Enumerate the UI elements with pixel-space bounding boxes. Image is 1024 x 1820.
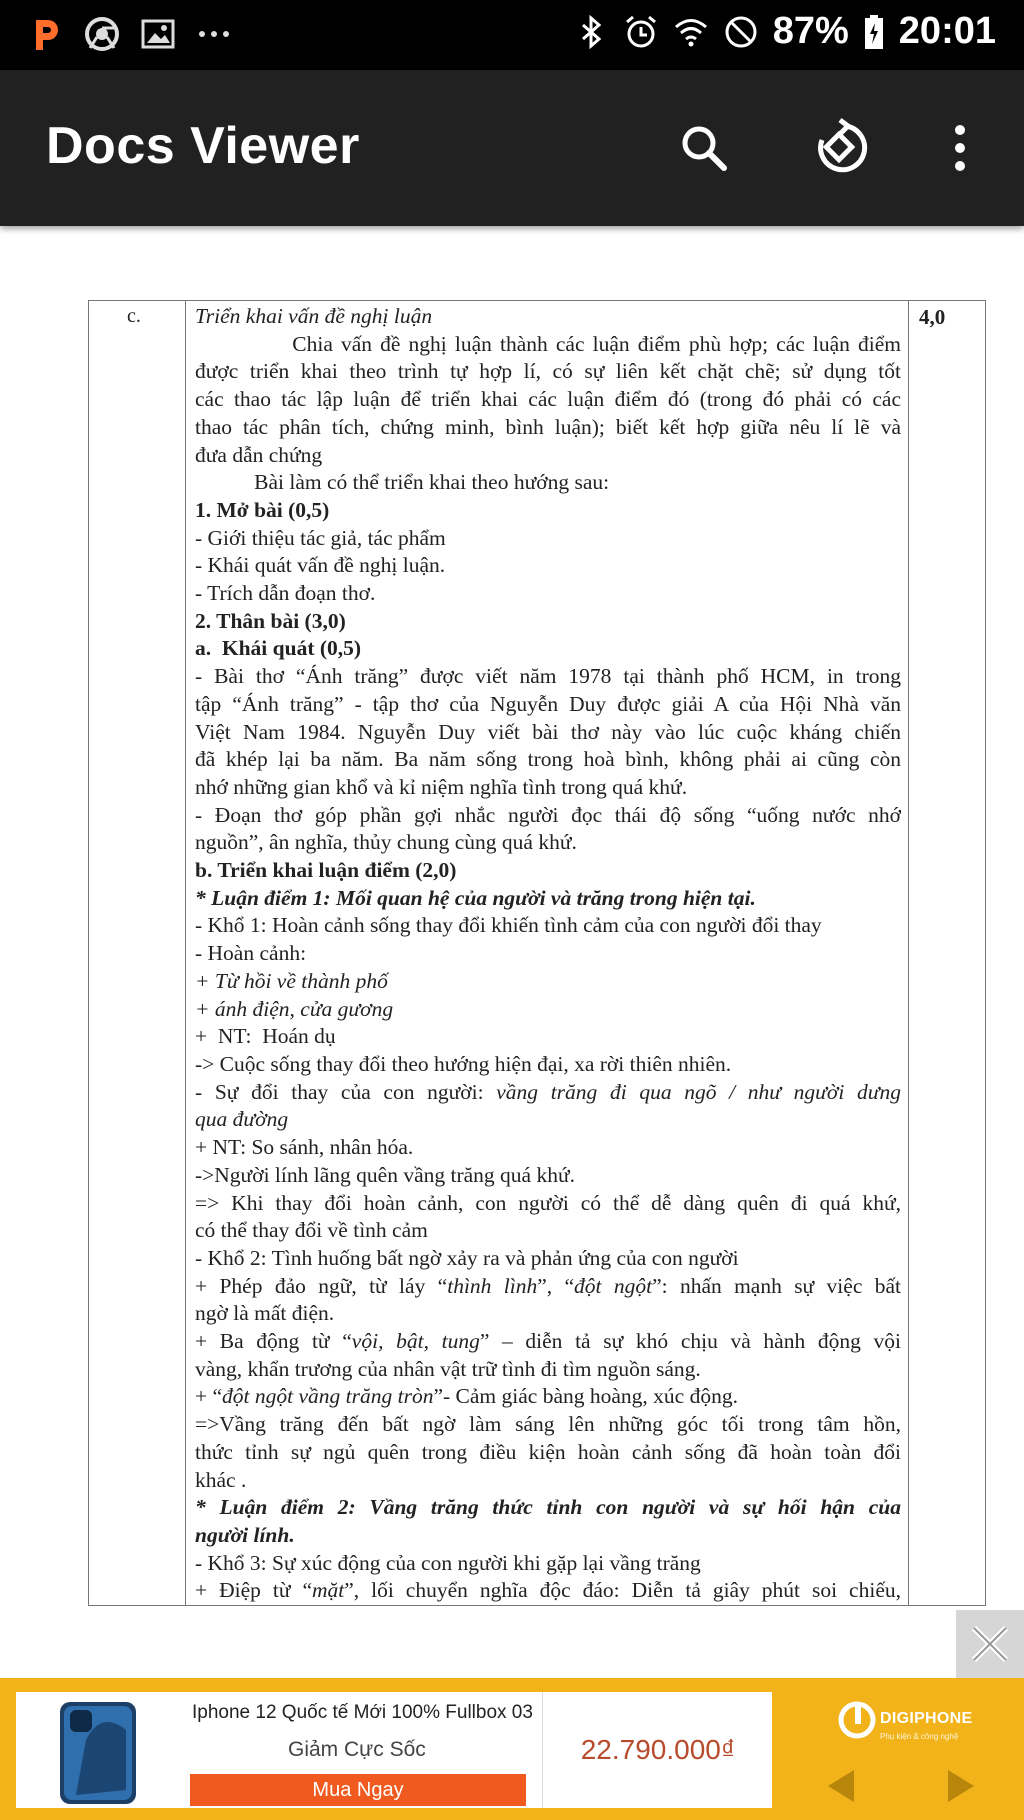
document-line: * Luận điểm 1: Mối quan hệ của người và trăng trong hiện tại.: [195, 885, 756, 910]
overflow-menu-icon[interactable]: [928, 116, 992, 180]
more-dots-icon: [196, 16, 232, 52]
document-line: + Phép đảo ngữ, từ láy “thình lình”, “đột ngột”: nhấn mạnh sự việc bất: [195, 1273, 901, 1298]
document-line: - Khổ 1: Hoàn cảnh sống thay đổi khiến tình cảm của con người đổi thay: [195, 913, 822, 938]
gallery-icon: [140, 16, 176, 52]
wifi-icon: [673, 14, 709, 50]
status-bar: [0, 0, 1024, 70]
ad-next-arrow-icon[interactable]: [944, 1766, 978, 1806]
document-line: khác .: [195, 1467, 247, 1492]
app-bar: [0, 70, 1024, 226]
document-line: - Trích dẫn đoạn thơ.: [195, 581, 376, 606]
document-line: - Khổ 3: Sự xúc động của con người khi gặp lại vầng trăng: [195, 1550, 701, 1575]
document-line: - Khổ 2: Tình huống bất ngờ xảy ra và phản ứng của con người: [195, 1245, 739, 1270]
document-line: + ánh điện, cửa gương: [195, 996, 394, 1021]
row-label-cell: [89, 301, 186, 1605]
document-line: - Bài thơ “Ánh trăng” được viết năm 1978 tại thành phố HCM, in trong: [195, 664, 901, 689]
search-icon[interactable]: [672, 116, 736, 180]
document-line: + Ba động từ “vội, bật, tung” – diễn tả sự khó chịu và hành động vội: [195, 1329, 901, 1354]
ad-prev-arrow-icon[interactable]: [824, 1766, 858, 1806]
document-line: * Luận điểm 2: Vầng trăng thức tỉnh con người và sự hối hận của: [195, 1495, 901, 1520]
ad-product-title: Iphone 12 Quốc tế Mới 100% Fullbox 03: [192, 1702, 533, 1723]
document-line: -> Cuộc sống thay đổi theo hướng hiện đại, xa rời thiên nhiên.: [195, 1051, 732, 1076]
document-table: [88, 300, 986, 1606]
document-content: [195, 303, 901, 1605]
document-line: có thể thay đổi về tình cảm: [195, 1218, 428, 1243]
document-line: thức tỉnh sự ngủ quên trong điều kiện hoàn cảnh sống đã hoàn toàn đổi: [195, 1439, 901, 1464]
phone-product-image: [56, 1700, 140, 1806]
document-line: - Khái quát vấn đề nghị luận.: [195, 553, 446, 578]
row-label: c.: [127, 305, 141, 327]
document-line: Việt Nam 1984. Nguyễn Duy viết bài thơ này vào lúc cuộc kháng chiến: [195, 719, 901, 744]
document-line: đưa dẫn chứng: [195, 442, 323, 467]
document-line: + NT: Hoán dụ: [195, 1024, 336, 1049]
podcast-app-icon: [28, 16, 64, 52]
document-line: được triển khai theo trình tự hợp lí, có sự liên kết chặt chẽ; sử dụng tốt: [195, 359, 901, 384]
rotate-icon[interactable]: [808, 116, 872, 180]
buy-now-button[interactable]: Mua Ngay: [190, 1774, 526, 1806]
ad-banner[interactable]: [0, 1678, 1024, 1820]
document-line: Bài làm có thể triển khai theo hướng sau:: [195, 470, 610, 495]
document-line: 1. Mở bài (0,5): [195, 497, 330, 522]
document-line: - Giới thiệu tác giả, tác phẩm: [195, 525, 446, 550]
ad-subtitle: Giảm Cực Sốc: [288, 1738, 426, 1761]
document-line: tập “Ánh trăng” - tập thơ của Nguyễn Duy được giải A của Hội Nhà văn: [195, 691, 901, 716]
document-line: ngờ là mất điện.: [195, 1301, 335, 1326]
document-line: + NT: So sánh, nhân hóa.: [195, 1135, 414, 1160]
document-line: nhớ những gian khổ và kỉ niệm nghĩa tình trong quá khứ.: [195, 774, 688, 799]
digiphone-logo-icon: [838, 1700, 876, 1740]
dnd-icon: [723, 14, 759, 50]
document-line: vàng, khẩn trương của nhân vật trữ tình đi tìm nguồn sáng.: [195, 1356, 701, 1381]
alarm-icon: [623, 14, 659, 50]
document-line: + Điệp từ “mặt”, lối chuyển nghĩa độc đáo: Diễn tả giây phút soi chiếu,: [195, 1578, 901, 1603]
document-line: người lính.: [195, 1522, 295, 1547]
battery-icon: [863, 14, 885, 50]
document-line: - Đoạn thơ góp phần gợi nhắc người đọc thái độ sống “uống nước nhớ: [195, 802, 901, 827]
score-cell: [908, 301, 985, 1605]
ad-brand: DIGIPHONE: [880, 1710, 973, 1727]
ad-close-icon[interactable]: [956, 1610, 1024, 1678]
document-line: qua đường: [195, 1107, 289, 1132]
ad-card[interactable]: [16, 1692, 772, 1808]
document-line: =>Vầng trăng đến bất ngờ làm sáng lên những góc tối trong tâm hồn,: [195, 1412, 901, 1437]
ad-brand-tagline: Phụ kiện & công nghệ: [880, 1732, 959, 1741]
document-line: a. Khái quát (0,5): [195, 636, 362, 661]
document-line: đã khép lại ba năm. Ba năm sống trong hoà bình, không phải ai cũng còn: [195, 747, 901, 772]
document-line: b. Triển khai luận điểm (2,0): [195, 858, 457, 883]
document-line: - Sự đổi thay của con người: vầng trăng đi qua ngõ / như người dưng: [195, 1079, 901, 1104]
document-line: 2. Thân bài (3,0): [195, 608, 346, 633]
document-line: + “đột ngột vầng trăng tròn”- Cảm giác bàng hoàng, xúc động.: [195, 1384, 738, 1409]
document-line: + Từ hồi về thành phố: [195, 968, 388, 993]
document-line: thao tác phân tích, chứng minh, bình luận); biết kết hợp giữa nêu lí lẽ và: [195, 414, 901, 439]
battery-percent: 87%: [772, 10, 849, 52]
clock: 20:01: [898, 10, 996, 52]
document-line: nguồn”, ân nghĩa, thủy chung cùng quá khứ.: [195, 830, 577, 855]
document-line: ->Người lính lãng quên vầng trăng quá khứ.: [195, 1162, 575, 1187]
ad-price: 22.790.000₫: [542, 1692, 773, 1808]
document-line: các thao tác lập luận để triển khai các luận điểm đó (trong đó phải có các: [195, 387, 901, 412]
document-line: Triển khai vấn đề nghị luận: [195, 304, 433, 328]
app-title: Docs Viewer: [46, 117, 360, 175]
document-line: Chia vấn đề nghị luận thành các luận điểm phù hợp; các luận điểm: [195, 331, 901, 356]
document-line: - Hoàn cảnh:: [195, 941, 307, 966]
bluetooth-icon: [573, 14, 609, 50]
document-line: => Khi thay đổi hoàn cảnh, con người có thể dễ dàng quên đi quá khứ,: [195, 1190, 901, 1215]
score: 4,0: [919, 305, 946, 329]
chrome-icon: [84, 16, 120, 52]
